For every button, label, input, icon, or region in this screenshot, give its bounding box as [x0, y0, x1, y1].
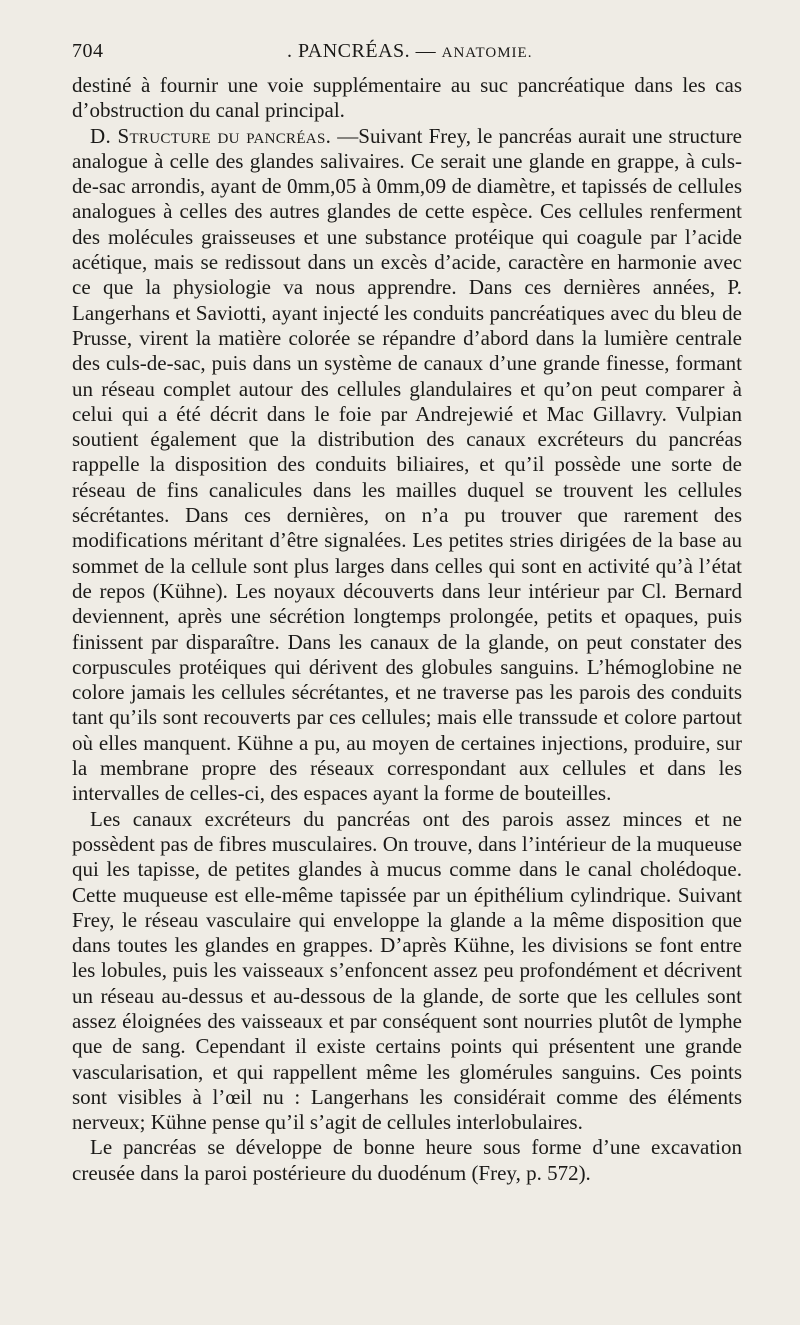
running-head: [287, 40, 532, 63]
running-head-main: . PANCRÉAS. —: [287, 40, 442, 62]
page-number: 704: [72, 40, 104, 62]
paragraph-3: Les canaux excréteurs du pancréas ont des parois assez minces et ne possèdent pas de fibres musculaires. On trouve, dans l’intérieur de la muqueuse qui les tapisse, de petites glandes à mucus comme dans le canal cholédoque. Cette muqueuse est elle-même tapissée par un épithélium cylindrique. Suivant Frey, le réseau vasculaire qui enveloppe la glande a la même disposition que dans toutes les glandes en grappes. D’après Kühne, les divisions se font entre les lobules, puis les vaisseaux s’enfoncent assez peu profondément et décrivent un réseau au-dessus et au-dessous de la glande, de sorte que les cellules sont assez éloignées des vaisseaux et par conséquent sont nourries plutôt de lymphe que de sang. Cependant il existe certains points qui présentent une grande vascularisation, et qui rappellent même les glomérules sanguins. Ces points sont visibles à l’œil nu : Langerhans les considérait comme des éléments nerveux; Kühne pense qu’il s’agit de cellules interlobulaires.: [72, 806, 742, 1135]
running-head-sub: ANATOMIE.: [441, 45, 533, 61]
paragraph-2-body: —Suivant Frey, le pancréas aurait une structure analogue à celle des glandes salivaires. Ce serait une glande en grappe, à culs-de-sac arrondis, ayant de 0mm,05 à 0mm,09 de diamètre, et tapissés de cellules analogues à celles des autres glandes de cette espèce. Ces cellules renferment des molécules graisseuses et une substance protéique qui coagule par l’acide acétique, mais se redissout dans un excès d’acide, caractère en harmonie avec ce que la physiologie va nous apprendre. Dans ces dernières années, P. Langerhans et Saviotti, ayant injecté les conduits pancréatiques avec du bleu de Prusse, virent la matière colorée se répandre d’abord dans la lumière centrale des culs-de-sac, puis dans un système de canaux d’une grande finesse, formant un réseau complet autour des cellules glandulaires et qu’on peut comparer à celui qui a été décrit dans le foie par Andrejewié et Mac Gillavry. Vulpian soutient également que la distribution des canaux excréteurs du pancréas rappelle la disposition des conduits biliaires, et qu’il possède une sorte de réseau de fins canalicules dans les mailles duquel se trouvent les cellules sécrétantes. Dans ces dernières, on n’a pu trouver que rarement des modifications méritant d’être signalées. Les petites stries dirigées de la base au sommet de la cellule sont plus larges dans celles qui sont en activité qu’à l’état de repos (Kühne). Les noyaux découverts dans leur intérieur par Cl. Bernard deviennent, après une sécrétion longtemps prolongée, petits et opaques, puis finissent par disparaître. Dans les canaux de la glande, on peut constater des corpuscules protéiques qui dérivent des globules sanguins. L’hémoglobine ne colore jamais les cellules sécrétantes, et ne traverse pas les parois des conduits tant qu’ils sont recouverts par ces cellules; mais elle transsude et colore partout où elles manquent. Kühne a pu, au moyen de certaines injections, produire, sur la membrane propre des réseaux correspondant aux cellules et dans les intervalles de celles-ci, des espaces ayant la forme de bouteilles.: [72, 123, 743, 806]
page-header: [72, 40, 742, 68]
section-heading: D. Structure du pancréas.: [90, 123, 332, 148]
paragraph-4: Le pancréas se développe de bonne heure sous forme d’une excavation creusée dans la paroi postérieure du duodénum (Frey, p. 572).: [72, 1135, 742, 1185]
paragraph-1: destiné à fournir une voie supplémentaire au suc pancréatique dans les cas d’obstruction du canal principal.: [72, 73, 742, 123]
body-text: [72, 73, 742, 1186]
paragraph-2: [72, 124, 742, 807]
